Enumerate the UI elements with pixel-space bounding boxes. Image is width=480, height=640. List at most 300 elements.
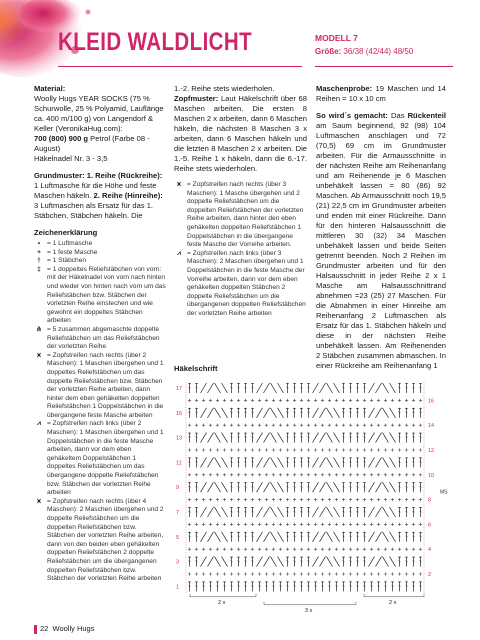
single-crochet-symbol: [244, 572, 247, 575]
cable-stitch-symbol: [383, 457, 389, 467]
single-crochet-symbol: [314, 548, 317, 551]
single-crochet-symbol: [328, 498, 331, 501]
single-crochet-symbol: [237, 523, 240, 526]
single-crochet-symbol: [419, 448, 422, 451]
single-crochet-symbol: [279, 523, 282, 526]
repeat-label: 2 x: [389, 599, 397, 606]
single-crochet-symbol: [335, 473, 338, 476]
cable-stitch-symbol: [271, 457, 277, 467]
row-number-left: 5: [176, 534, 180, 541]
single-crochet-symbol: [188, 498, 191, 501]
cable-stitch-symbol: [376, 557, 382, 567]
cable-stitch-symbol: [208, 532, 214, 542]
cable-stitch-symbol: [264, 408, 270, 418]
row-number-left: 7: [176, 510, 180, 516]
cable-stitch-symbol: [208, 507, 214, 517]
cable-stitch-symbol: [264, 507, 270, 517]
cable-stitch-symbol: [376, 383, 382, 393]
single-crochet-symbol: [265, 523, 268, 526]
cable-stitch-symbol: [327, 557, 333, 567]
single-crochet-symbol: [223, 448, 226, 451]
single-crochet-symbol: [300, 498, 303, 501]
cable-legend: [174, 181, 307, 319]
single-crochet-symbol: [286, 399, 289, 402]
single-crochet-symbol: [314, 399, 317, 402]
cable-pattern-heading: Zopfmuster:: [174, 94, 219, 103]
single-crochet-symbol: [202, 548, 205, 551]
row-number-right: 16: [428, 398, 435, 405]
cable-stitch-symbol: [383, 532, 389, 542]
single-crochet-symbol: [300, 523, 303, 526]
cable-stitch-symbol: [201, 482, 207, 492]
column-instructions: [316, 84, 446, 378]
cable-stitch-symbol: [369, 408, 375, 418]
single-crochet-symbol: [279, 424, 282, 427]
single-crochet-symbol: [188, 473, 191, 476]
single-crochet-symbol: [398, 399, 401, 402]
single-crochet-symbol: [314, 523, 317, 526]
single-crochet-symbol: [272, 448, 275, 451]
cable-stitch-symbol: [313, 457, 319, 467]
legend-item: [34, 257, 166, 266]
cable-stitch-symbol: [383, 507, 389, 517]
single-crochet-symbol: [209, 399, 212, 402]
single-crochet-symbol: [279, 473, 282, 476]
cable-stitch-symbol: [215, 408, 221, 418]
single-crochet-symbol: [286, 473, 289, 476]
legend-symbol: †: [37, 257, 41, 265]
single-crochet-symbol: [342, 448, 345, 451]
legend-text: = 1 Stäbchen: [47, 257, 87, 265]
single-crochet-symbol: [321, 448, 324, 451]
single-crochet-symbol: [363, 572, 366, 575]
page-header: [0, 0, 480, 80]
single-crochet-symbol: [223, 548, 226, 551]
single-crochet-symbol: [272, 473, 275, 476]
row-number-right: 2: [428, 572, 432, 578]
cable-stitch-symbol: [376, 482, 382, 492]
cable-stitch-symbol: [376, 433, 382, 443]
legend-text: = 1 doppeltes Reliefstäbchen von vorn: mit der Häkelnadel von vorn nach hinten und wieder von hinten nach vorn um das Reliefstäbchen bzw. Stäbchen der vorletzten Reihe einstechen und wie gewohnt ein doppeltes Stäbchen arbeiten: [47, 265, 166, 325]
single-crochet-symbol: [349, 399, 352, 402]
single-crochet-symbol: [251, 473, 254, 476]
cable-stitch-symbol: [320, 433, 326, 443]
single-crochet-symbol: [216, 424, 219, 427]
repeat-bracket: [190, 594, 256, 597]
repeat-bracket: [364, 594, 424, 597]
single-crochet-symbol: [391, 572, 394, 575]
single-crochet-symbol: [349, 424, 352, 427]
single-crochet-symbol: [286, 523, 289, 526]
cable-stitch-symbol: [320, 482, 326, 492]
legend-symbol: ⩘: [177, 249, 181, 257]
cable-stitch-symbol: [334, 408, 340, 418]
single-crochet-symbol: [328, 473, 331, 476]
single-crochet-symbol: [419, 523, 422, 526]
single-crochet-symbol: [363, 523, 366, 526]
cable-stitch-symbol: [334, 507, 340, 517]
single-crochet-symbol: [328, 572, 331, 575]
single-crochet-symbol: [314, 448, 317, 451]
repeat-label: 2 x: [218, 599, 226, 606]
cable-stitch-symbol: [369, 507, 375, 517]
row-number-right: 14: [428, 423, 435, 430]
single-crochet-symbol: [342, 399, 345, 402]
cable-stitch-symbol: [257, 408, 263, 418]
cable-stitch-symbol: [313, 482, 319, 492]
single-crochet-symbol: [195, 399, 198, 402]
cable-stitch-symbol: [257, 457, 263, 467]
size-label: Größe:: [315, 47, 342, 56]
single-crochet-symbol: [391, 448, 394, 451]
single-crochet-symbol: [398, 448, 401, 451]
single-crochet-symbol: [230, 548, 233, 551]
cable-stitch-symbol: [215, 557, 221, 567]
cable-stitch-symbol: [327, 383, 333, 393]
single-crochet-symbol: [342, 498, 345, 501]
single-crochet-symbol: [293, 424, 296, 427]
single-crochet-symbol: [230, 572, 233, 575]
single-crochet-symbol: [335, 523, 338, 526]
single-crochet-symbol: [251, 424, 254, 427]
cable-stitch-symbol: [313, 557, 319, 567]
cable-stitch-symbol: [271, 383, 277, 393]
needle-info: Häkelnadel Nr. 3 - 3,5: [34, 154, 108, 163]
single-crochet-symbol: [300, 448, 303, 451]
cable-stitch-symbol: [376, 457, 382, 467]
single-crochet-symbol: [258, 548, 261, 551]
single-crochet-symbol: [223, 523, 226, 526]
single-crochet-symbol: [300, 473, 303, 476]
single-crochet-symbol: [391, 523, 394, 526]
single-crochet-symbol: [244, 523, 247, 526]
single-crochet-symbol: [244, 424, 247, 427]
cable-stitch-symbol: [222, 433, 228, 443]
single-crochet-symbol: [349, 523, 352, 526]
cable-stitch-symbol: [278, 457, 284, 467]
single-crochet-symbol: [251, 399, 254, 402]
single-crochet-symbol: [300, 399, 303, 402]
gauge-heading: Maschenprobe:: [316, 84, 373, 93]
single-crochet-symbol: [202, 523, 205, 526]
cable-stitch-symbol: [383, 557, 389, 567]
legend-item: [34, 249, 166, 258]
instructions-pre: Das: [391, 111, 405, 120]
single-crochet-symbol: [202, 473, 205, 476]
single-crochet-symbol: [405, 448, 408, 451]
single-crochet-symbol: [244, 473, 247, 476]
row-number-left: 9: [176, 485, 180, 492]
crochet-chart: [174, 376, 452, 620]
single-crochet-symbol: [188, 399, 191, 402]
single-crochet-symbol: [405, 473, 408, 476]
single-crochet-symbol: [202, 424, 205, 427]
single-crochet-symbol: [342, 473, 345, 476]
single-crochet-symbol: [258, 424, 261, 427]
single-crochet-symbol: [349, 572, 352, 575]
single-crochet-symbol: [335, 572, 338, 575]
single-crochet-symbol: [349, 548, 352, 551]
single-crochet-symbol: [195, 523, 198, 526]
single-crochet-symbol: [398, 523, 401, 526]
instructions-block: [316, 111, 446, 371]
single-crochet-symbol: [314, 572, 317, 575]
cable-stitch-symbol: [390, 433, 396, 443]
single-crochet-symbol: [363, 498, 366, 501]
cable-stitch-symbol: [215, 532, 221, 542]
single-crochet-symbol: [279, 498, 282, 501]
single-crochet-symbol: [419, 548, 422, 551]
cable-stitch-symbol: [201, 408, 207, 418]
single-crochet-symbol: [384, 548, 387, 551]
single-crochet-symbol: [363, 399, 366, 402]
single-crochet-symbol: [412, 399, 415, 402]
single-crochet-symbol: [265, 548, 268, 551]
cable-stitch-symbol: [264, 457, 270, 467]
single-crochet-symbol: [377, 399, 380, 402]
diagram-heading-wrap: [174, 364, 307, 374]
single-crochet-symbol: [293, 473, 296, 476]
single-crochet-symbol: [328, 424, 331, 427]
cable-stitch-symbol: [313, 433, 319, 443]
cable-stitch-symbol: [222, 557, 228, 567]
page-number: 22: [40, 624, 49, 633]
legend-text: = 1 feste Masche: [47, 248, 98, 256]
cable-stitch-symbol: [278, 557, 284, 567]
cable-stitch-symbol: [390, 408, 396, 418]
single-crochet-symbol: [251, 572, 254, 575]
single-crochet-symbol: [363, 448, 366, 451]
single-crochet-symbol: [258, 523, 261, 526]
single-crochet-symbol: [188, 572, 191, 575]
single-crochet-symbol: [195, 424, 198, 427]
cable-stitch-symbol: [278, 532, 284, 542]
cable-stitch-symbol: [327, 482, 333, 492]
cable-stitch-symbol: [383, 383, 389, 393]
single-crochet-symbol: [188, 548, 191, 551]
legend-item: [34, 420, 166, 497]
cable-stitch-symbol: [271, 532, 277, 542]
cable-stitch-symbol: [215, 433, 221, 443]
single-crochet-symbol: [244, 399, 247, 402]
cable-stitch-symbol: [390, 482, 396, 492]
single-crochet-symbol: [307, 448, 310, 451]
cable-stitch-symbol: [208, 457, 214, 467]
cable-stitch-symbol: [264, 532, 270, 542]
single-crochet-symbol: [188, 424, 191, 427]
single-crochet-symbol: [321, 473, 324, 476]
cable-stitch-symbol: [320, 383, 326, 393]
single-crochet-symbol: [216, 448, 219, 451]
cable-stitch-symbol: [264, 433, 270, 443]
single-crochet-symbol: [356, 448, 359, 451]
single-crochet-symbol: [237, 548, 240, 551]
cable-stitch-symbol: [208, 383, 214, 393]
single-crochet-symbol: [251, 498, 254, 501]
single-crochet-symbol: [391, 548, 394, 551]
single-crochet-symbol: [349, 498, 352, 501]
cable-stitch-symbol: [313, 532, 319, 542]
single-crochet-symbol: [307, 548, 310, 551]
row-number-right: 8: [428, 497, 432, 504]
single-crochet-symbol: [230, 399, 233, 402]
single-crochet-symbol: [230, 424, 233, 427]
column-material: [34, 84, 166, 584]
single-crochet-symbol: [307, 424, 310, 427]
single-crochet-symbol: [370, 523, 373, 526]
single-crochet-symbol: [216, 399, 219, 402]
cable-stitch-symbol: [278, 507, 284, 517]
single-crochet-symbol: [286, 424, 289, 427]
cable-stitch-symbol: [222, 507, 228, 517]
single-crochet-symbol: [279, 548, 282, 551]
cable-stitch-symbol: [327, 532, 333, 542]
legend-symbol: +: [37, 248, 41, 256]
single-crochet-symbol: [419, 424, 422, 427]
single-crochet-symbol: [202, 498, 205, 501]
single-crochet-symbol: [307, 523, 310, 526]
row-number-left: 11: [176, 460, 182, 467]
single-crochet-symbol: [237, 424, 240, 427]
single-crochet-symbol: [293, 572, 296, 575]
single-crochet-symbol: [258, 399, 261, 402]
cable-stitch-symbol: [383, 408, 389, 418]
single-crochet-symbol: [307, 498, 310, 501]
row-number-left: 1: [176, 584, 180, 591]
single-crochet-symbol: [342, 523, 345, 526]
single-crochet-symbol: [412, 498, 415, 501]
cable-stitch-symbol: [369, 557, 375, 567]
single-crochet-symbol: [321, 572, 324, 575]
single-crochet-symbol: [377, 572, 380, 575]
single-crochet-symbol: [412, 424, 415, 427]
single-crochet-symbol: [237, 572, 240, 575]
single-crochet-symbol: [223, 473, 226, 476]
single-crochet-symbol: [391, 424, 394, 427]
single-crochet-symbol: [286, 548, 289, 551]
single-crochet-symbol: [272, 399, 275, 402]
single-crochet-symbol: [321, 399, 324, 402]
legend-text: = Zopfstreifen nach links (über 2 Maschen): 1 Maschen übergehen und 1 Doppelstäbchen in die feste Masche arbeiten, dann vor dem eben gehäkeltem Doppelstäbchen 1 doppeltes Reliefstäbchen um das übergangene doppelte Reliefstäbchen bzw. Stäbchen der vorletzten Reihe arbeiten: [47, 420, 164, 497]
cable-stitch-symbol: [327, 433, 333, 443]
single-crochet-symbol: [419, 399, 422, 402]
instructions-text: am Saum beginnend, 92 (98) 104 Luftmaschen anschlagen und 72 (70,5) 69 cm im Grundmuster arbeiten. Für die Armausschnitte in der nächsten Reihe am Reihenanfang und am Reihenende je 6 Maschen unbehäkelt lassen = 80 (86) 92 Maschen. Ab Armausschnitt noch 19,5 (21) 22,5 cm im Grundmuster arbeiten und enden mit einer Rückreihe. Dann für den hinteren Halsausschnitt die mittleren 30 (32) 34 Maschen unbehäkelt lassen und beide Seiten getrennt beenden. Noch 2 Reihen im Grundmuster arbeiten und für den Halsausschnitt in jeder Reihe 2 x 1 Masche am Halsausschnittrand abnehmen =23 (25) 27 Maschen. Für die Abnahmen in einer Hinreihe am Reihenanfang 2 Luftmaschen als Ersatz für das 1. Stäbchen häkeln und diese in der nächsten Reihe unbehäkelt lassen. Am Reihenenden 2 Stäbchen zusammen abmaschen. In einer Rückreihe am Reihenanfang 1: [316, 121, 446, 370]
row-number-left: 15: [176, 410, 183, 417]
cable-stitch-symbol: [222, 383, 228, 393]
single-crochet-symbol: [349, 473, 352, 476]
symbol-legend: [34, 240, 166, 584]
basic-pattern-heading-2: 2. Reihe (Hinreihe):: [93, 191, 163, 200]
single-crochet-symbol: [328, 523, 331, 526]
material-heading: Material:: [34, 84, 66, 93]
legend-symbol: ⩙: [37, 351, 41, 359]
chart-stitch-grid: [188, 383, 422, 591]
size-value: 36/38 (42/44) 48/50: [343, 47, 414, 56]
single-crochet-symbol: [230, 498, 233, 501]
single-crochet-symbol: [258, 448, 261, 451]
single-crochet-symbol: [398, 572, 401, 575]
single-crochet-symbol: [209, 498, 212, 501]
single-crochet-symbol: [335, 399, 338, 402]
cable-stitch-symbol: [390, 457, 396, 467]
legend-item: [34, 240, 166, 249]
cable-stitch-symbol: [208, 408, 214, 418]
cable-stitch-symbol: [208, 557, 214, 567]
single-crochet-symbol: [307, 473, 310, 476]
single-crochet-symbol: [279, 572, 282, 575]
single-crochet-symbol: [384, 523, 387, 526]
page-title: KLEID WALDLICHT: [58, 28, 253, 56]
single-crochet-symbol: [391, 399, 394, 402]
single-crochet-symbol: [356, 473, 359, 476]
single-crochet-symbol: [384, 572, 387, 575]
single-crochet-symbol: [216, 548, 219, 551]
single-crochet-symbol: [335, 424, 338, 427]
cable-stitch-symbol: [278, 383, 284, 393]
title-underline: [58, 66, 302, 67]
single-crochet-symbol: [384, 399, 387, 402]
single-crochet-symbol: [377, 523, 380, 526]
cable-stitch-symbol: [390, 557, 396, 567]
cable-stitch-symbol: [222, 457, 228, 467]
cable-stitch-symbol: [271, 408, 277, 418]
single-crochet-symbol: [244, 498, 247, 501]
single-crochet-symbol: [223, 399, 226, 402]
single-crochet-symbol: [412, 572, 415, 575]
single-crochet-symbol: [300, 424, 303, 427]
cable-stitch-symbol: [376, 507, 382, 517]
single-crochet-symbol: [398, 473, 401, 476]
single-crochet-symbol: [321, 548, 324, 551]
back-piece-label: Rückenteil: [407, 111, 446, 120]
single-crochet-symbol: [328, 448, 331, 451]
single-crochet-symbol: [342, 548, 345, 551]
model-number: MODELL 7: [315, 33, 358, 43]
cable-stitch-symbol: [208, 482, 214, 492]
single-crochet-symbol: [244, 448, 247, 451]
cable-stitch-symbol: [320, 507, 326, 517]
single-crochet-symbol: [195, 473, 198, 476]
legend-text: = Zopfstreifen nach rechts (über 4 Maschen): 2 Maschen übergehen und 2 doppelte Reliefstäbchen um die doppelten Reliefstäbchen bzw. Stäbchen der vorletzten Reihe arbeiten, dann von den beiden eben gehäkelten doppelten Reliefstäbchen 2 doppelte Reliefstäbchen um die übergangenen doppelten Reliefstäbchen bzw. Stäbchen der vorletzten Reihe arbeiten: [47, 497, 164, 583]
single-crochet-symbol: [216, 473, 219, 476]
material-text: Woolly Hugs YEAR SOCKS (75 % Schurwolle, 25 % Polyamid, Lauflänge ca. 400 m/100 g) von Langendorf & Keller (VeronikaHug.com):: [34, 94, 164, 133]
cable-stitch-symbol: [376, 532, 382, 542]
row-number-right: 12: [428, 448, 435, 454]
row-number-right: 10: [428, 472, 435, 479]
single-crochet-symbol: [188, 523, 191, 526]
gauge-text: 19 Maschen und 14 Reihen = 10 x 10 cm: [316, 84, 446, 103]
cable-stitch-symbol: [320, 408, 326, 418]
legend-symbol: ⩙: [177, 181, 181, 188]
single-crochet-symbol: [216, 498, 219, 501]
cable-pattern-text: Laut Häkelschrift über 68 Maschen arbeiten. Die ersten 8 Maschen 2 x arbeiten, dann 6 Maschen häkeln, die nächsten 8 Maschen 3 x arbeiten, dann 6 Maschen häkeln und die letzten 8 Maschen 2 x arbeiten. Die 1.-5. Reihe 1 x häkeln, dann die 6.-17. Reihe stets wiederholen.: [174, 94, 307, 173]
single-crochet-symbol: [286, 498, 289, 501]
legend-symbol: ‡: [37, 265, 41, 273]
single-crochet-symbol: [195, 448, 198, 451]
single-crochet-symbol: [279, 399, 282, 402]
single-crochet-symbol: [293, 523, 296, 526]
single-crochet-symbol: [377, 498, 380, 501]
cable-stitch-symbol: [313, 383, 319, 393]
cable-stitch-symbol: [215, 383, 221, 393]
single-crochet-symbol: [300, 548, 303, 551]
cable-stitch-symbol: [376, 408, 382, 418]
single-crochet-symbol: [188, 448, 191, 451]
row-number-left: 13: [176, 435, 183, 442]
single-crochet-symbol: [377, 424, 380, 427]
single-crochet-symbol: [391, 473, 394, 476]
single-crochet-symbol: [244, 548, 247, 551]
